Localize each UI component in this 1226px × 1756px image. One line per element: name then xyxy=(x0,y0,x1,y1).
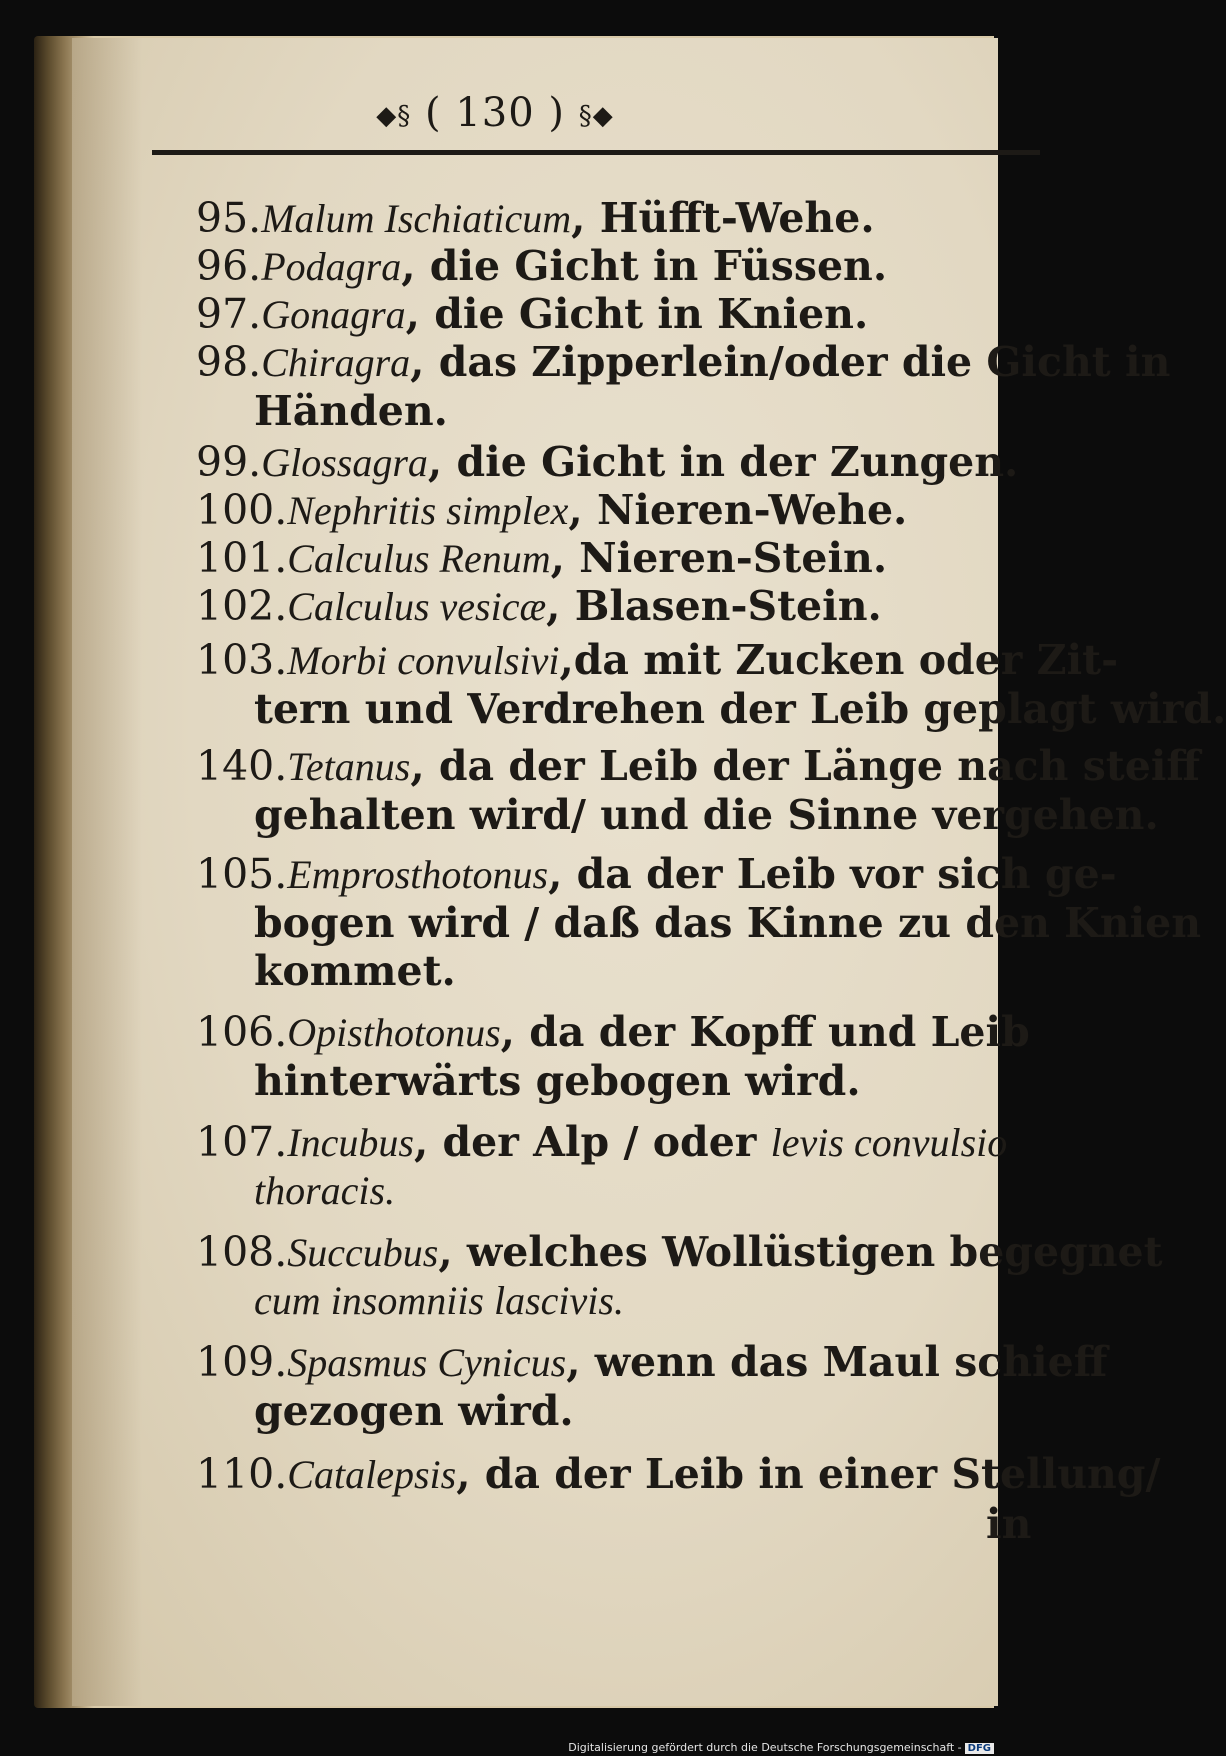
entry-latin: Podagra xyxy=(261,244,402,289)
entry-number: 108. xyxy=(196,1228,288,1276)
entry-continuation: gehalten wird/ und die Sinne vergehen. xyxy=(254,791,1159,839)
entry-german: , da der Leib der Länge nach steiff xyxy=(410,742,1201,790)
entry-german: , Blasen-Stein. xyxy=(546,582,882,630)
entry-103 xyxy=(196,636,1226,733)
header-left-ornament: ◆§ xyxy=(376,101,412,131)
entry-number: 97. xyxy=(196,290,262,338)
entry-number: 102. xyxy=(196,582,288,630)
entry-continuation: Händen. xyxy=(254,387,448,435)
entry-german: , die Gicht in Füssen. xyxy=(401,242,888,290)
entry-101 xyxy=(196,534,1076,583)
entry-108 xyxy=(196,1228,1163,1325)
entry-continuation: bogen wird / daß das Kinne zu den Knien xyxy=(254,899,1202,947)
entry-continuation-2: kommet. xyxy=(254,947,456,995)
entry-99 xyxy=(196,438,1076,487)
entry-number: 101. xyxy=(196,534,288,582)
entry-german: , das Zipperlein/oder die Gicht in xyxy=(410,338,1171,386)
entry-107 xyxy=(196,1118,1076,1215)
entry-latin: Morbi convulsivi xyxy=(287,638,560,683)
footer-text: Digitalisierung gefördert durch die Deutsche Forschungsgemeinschaft - xyxy=(568,1741,962,1754)
book-page xyxy=(72,38,1226,1706)
entry-latin: Chiragra xyxy=(261,340,411,385)
entry-continuation: gezogen wird. xyxy=(254,1387,574,1435)
entry-105 xyxy=(196,850,1202,995)
entry-latin: Incubus xyxy=(287,1120,414,1165)
entry-tetanus xyxy=(196,742,1201,839)
entry-continuation: tern und Verdrehen der Leib geplagt wird. xyxy=(254,685,1226,733)
entry-number: 105. xyxy=(196,850,288,898)
entry-102 xyxy=(196,582,1076,631)
entry-german: , da der Leib in einer Stellung/ xyxy=(456,1450,1161,1498)
entry-number: 98. xyxy=(196,338,262,386)
entry-110 xyxy=(196,1450,1161,1499)
entry-number: 95. xyxy=(196,194,262,242)
entry-number: 96. xyxy=(196,242,262,290)
entry-number: 99. xyxy=(196,438,262,486)
entry-number: 106. xyxy=(196,1008,288,1056)
entry-latin: Nephritis simplex xyxy=(287,488,569,533)
entry-german: , da der Leib vor sich ge- xyxy=(548,850,1117,898)
entry-german: ,da mit Zucken oder Zit- xyxy=(559,636,1119,684)
entry-109 xyxy=(196,1338,1108,1435)
entry-latin: Malum Ischiaticum xyxy=(261,196,572,241)
entry-98 xyxy=(196,338,1171,435)
entry-german: , Nieren-Wehe. xyxy=(568,486,908,534)
entry-97 xyxy=(196,290,1076,339)
dfg-logo: DFG xyxy=(965,1743,994,1754)
footer-credit xyxy=(568,1741,994,1754)
entry-number: 103. xyxy=(196,636,288,684)
page-header xyxy=(32,90,958,136)
page-number: ( 130 ) xyxy=(425,90,565,136)
entry-latin: Spasmus Cynicus xyxy=(287,1340,567,1385)
entry-number: 109. xyxy=(196,1338,288,1386)
entry-german: , welches Wollüstigen begegnet xyxy=(438,1228,1163,1276)
entry-german: , wenn das Maul schieff xyxy=(566,1338,1108,1386)
entry-latin: Gonagra xyxy=(261,292,406,337)
entry-german: , die Gicht in Knien. xyxy=(405,290,869,338)
entry-number: 100. xyxy=(196,486,288,534)
header-right-ornament: §◆ xyxy=(578,101,614,131)
entry-96 xyxy=(196,242,1076,291)
entry-latin: Calculus vesicæ xyxy=(287,584,547,629)
entry-german: , Nieren-Stein. xyxy=(550,534,888,582)
entry-100 xyxy=(196,486,1076,535)
catchword: in xyxy=(986,1500,1032,1548)
entry-latin: Glossagra xyxy=(261,440,428,485)
entry-latin: Emprosthotonus xyxy=(287,852,549,897)
entry-continuation: thoracis. xyxy=(254,1168,396,1213)
header-rule xyxy=(152,150,1040,155)
entry-continuation: cum insomniis lascivis. xyxy=(254,1278,624,1323)
entry-german: , da der Kopff und Leib xyxy=(500,1008,1030,1056)
entry-german: , der Alp / oder xyxy=(413,1118,771,1166)
entry-latin: Succubus xyxy=(287,1230,439,1275)
entry-number: 140. xyxy=(196,742,288,790)
entry-latin: Calculus Renum xyxy=(287,536,551,581)
entry-latin: Tetanus xyxy=(287,744,411,789)
entry-95 xyxy=(196,194,1076,243)
entry-latin-2: levis convulsio xyxy=(770,1120,1008,1165)
entry-latin: Opisthotonus xyxy=(287,1010,501,1055)
entry-german: , die Gicht in der Zungen. xyxy=(427,438,1019,486)
entry-number: 110. xyxy=(196,1450,288,1498)
entry-latin: Catalepsis xyxy=(287,1452,457,1497)
entry-number: 107. xyxy=(196,1118,288,1166)
entry-106 xyxy=(196,1008,1076,1105)
entry-german: , Hüfft-Wehe. xyxy=(571,194,875,242)
entry-continuation: hinterwärts gebogen wird. xyxy=(254,1057,861,1105)
